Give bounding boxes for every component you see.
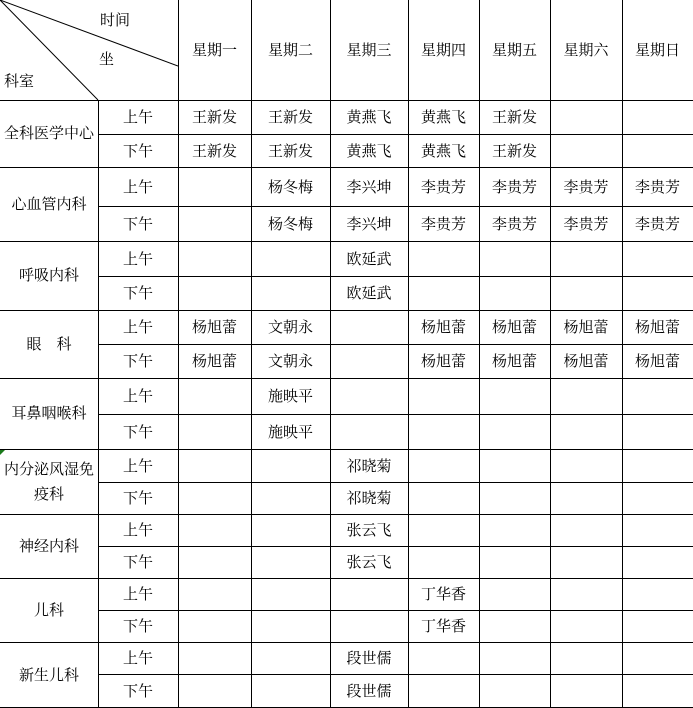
doctor-cell: 杨旭蕾 <box>491 318 537 336</box>
period-label: 下午 <box>122 682 153 700</box>
day-header: 星期四 <box>420 41 466 59</box>
doctor-cell: 段世儒 <box>346 682 392 700</box>
doctor-cell: 段世儒 <box>346 649 392 667</box>
doctor-cell: 杨旭蕾 <box>420 352 466 370</box>
grid-hline-dept <box>0 578 693 579</box>
department-name: 呼吸内科 <box>18 266 79 284</box>
grid-hline-dept <box>0 514 693 515</box>
day-header: 星期五 <box>491 41 537 59</box>
period-label: 下午 <box>122 489 153 507</box>
doctor-cell: 李兴坤 <box>346 178 392 196</box>
department-name: 耳鼻咽喉科 <box>11 404 87 422</box>
doctor-cell: 杨旭蕾 <box>634 352 680 370</box>
grid-hline-period <box>98 482 693 483</box>
grid-hline-dept <box>0 449 693 450</box>
doctor-cell: 李贵芳 <box>420 178 466 196</box>
doctor-cell: 施映平 <box>267 387 313 405</box>
department-name: 儿科 <box>33 600 64 619</box>
department-name: 眼 科 <box>26 334 72 353</box>
doctor-cell: 杨旭蕾 <box>563 318 609 336</box>
period-label: 上午 <box>122 585 153 603</box>
day-header: 星期六 <box>563 41 609 59</box>
doctor-cell: 文朝永 <box>267 318 313 336</box>
grid-hline-dept <box>0 642 693 643</box>
period-label: 下午 <box>122 617 153 635</box>
period-label: 下午 <box>122 352 153 370</box>
doctor-cell: 祁晓菊 <box>346 489 392 507</box>
grid-hline-header <box>0 100 693 101</box>
doctor-cell: 黄燕飞 <box>346 142 392 160</box>
doctor-cell: 杨旭蕾 <box>420 318 466 336</box>
doctor-cell: 李贵芳 <box>634 178 680 196</box>
day-header: 星期一 <box>191 41 237 59</box>
grid-hline-period <box>98 276 693 277</box>
corner-dept-label: 科室 <box>4 72 35 90</box>
grid-hline-period <box>98 674 693 675</box>
doctor-cell: 王新发 <box>491 142 537 160</box>
doctor-cell: 施映平 <box>267 423 313 441</box>
period-label: 上午 <box>122 108 153 126</box>
doctor-cell: 杨旭蕾 <box>563 352 609 370</box>
doctor-cell: 李贵芳 <box>634 215 680 233</box>
department-name: 全科医学中心 <box>3 124 94 142</box>
doctor-cell: 祁晓菊 <box>346 457 392 475</box>
doctor-cell: 丁华香 <box>420 585 466 603</box>
corner-sit-label: 坐 <box>99 50 115 68</box>
department-name: 新生儿科 <box>18 665 79 684</box>
period-label: 下午 <box>122 215 153 233</box>
doctor-cell: 李贵芳 <box>563 178 609 196</box>
grid-hline-period <box>98 414 693 415</box>
doctor-cell: 李贵芳 <box>491 215 537 233</box>
period-label: 上午 <box>122 387 153 405</box>
corner-diagonal-long <box>0 0 178 66</box>
grid-hline-dept <box>0 378 693 379</box>
period-label: 上午 <box>122 178 153 196</box>
doctor-cell: 黄燕飞 <box>420 108 466 126</box>
department-name: 心血管内科 <box>11 194 87 213</box>
grid-hline-period <box>98 134 693 135</box>
day-header: 星期三 <box>346 41 392 59</box>
doctor-cell: 欧延武 <box>346 284 392 302</box>
corner-time-label: 时间 <box>100 11 131 29</box>
grid-hline-dept <box>0 241 693 242</box>
period-label: 下午 <box>122 284 153 302</box>
doctor-cell: 欧延武 <box>346 250 392 268</box>
doctor-cell: 黄燕飞 <box>346 108 392 126</box>
doctor-cell: 王新发 <box>191 142 237 160</box>
doctor-cell: 王新发 <box>191 108 237 126</box>
doctor-cell: 杨旭蕾 <box>191 352 237 370</box>
grid-hline-period <box>98 206 693 207</box>
doctor-cell: 杨旭蕾 <box>491 352 537 370</box>
doctor-cell: 王新发 <box>267 108 313 126</box>
doctor-cell: 张云飞 <box>346 521 392 539</box>
doctor-cell: 王新发 <box>491 108 537 126</box>
grid-hline-period <box>98 546 693 547</box>
grid-hline-period <box>98 344 693 345</box>
period-label: 下午 <box>122 423 153 441</box>
period-label: 上午 <box>122 649 153 667</box>
doctor-cell: 王新发 <box>267 142 313 160</box>
day-header: 星期日 <box>634 41 680 59</box>
doctor-cell: 丁华香 <box>420 617 466 635</box>
doctor-cell: 李兴坤 <box>346 215 392 233</box>
grid-hline-period <box>98 610 693 611</box>
doctor-cell: 张云飞 <box>346 553 392 571</box>
day-header: 星期二 <box>267 41 313 59</box>
grid-hline-dept <box>0 310 693 311</box>
doctor-cell: 杨旭蕾 <box>634 318 680 336</box>
period-label: 上午 <box>122 250 153 268</box>
doctor-cell: 李贵芳 <box>563 215 609 233</box>
doctor-cell: 杨冬梅 <box>267 178 313 196</box>
department-name: 内分泌风湿免疫科 <box>3 459 94 503</box>
period-label: 下午 <box>122 142 153 160</box>
period-label: 上午 <box>122 521 153 539</box>
period-label: 上午 <box>122 457 153 475</box>
period-label: 上午 <box>122 318 153 336</box>
period-label: 下午 <box>122 553 153 571</box>
doctor-cell: 文朝永 <box>267 352 313 370</box>
doctor-cell: 杨冬梅 <box>267 215 313 233</box>
doctor-cell: 李贵芳 <box>420 215 466 233</box>
department-name: 神经内科 <box>18 536 79 555</box>
grid-hline-dept <box>0 167 693 168</box>
doctor-cell: 黄燕飞 <box>420 142 466 160</box>
doctor-cell: 杨旭蕾 <box>191 318 237 336</box>
doctor-cell: 李贵芳 <box>491 178 537 196</box>
